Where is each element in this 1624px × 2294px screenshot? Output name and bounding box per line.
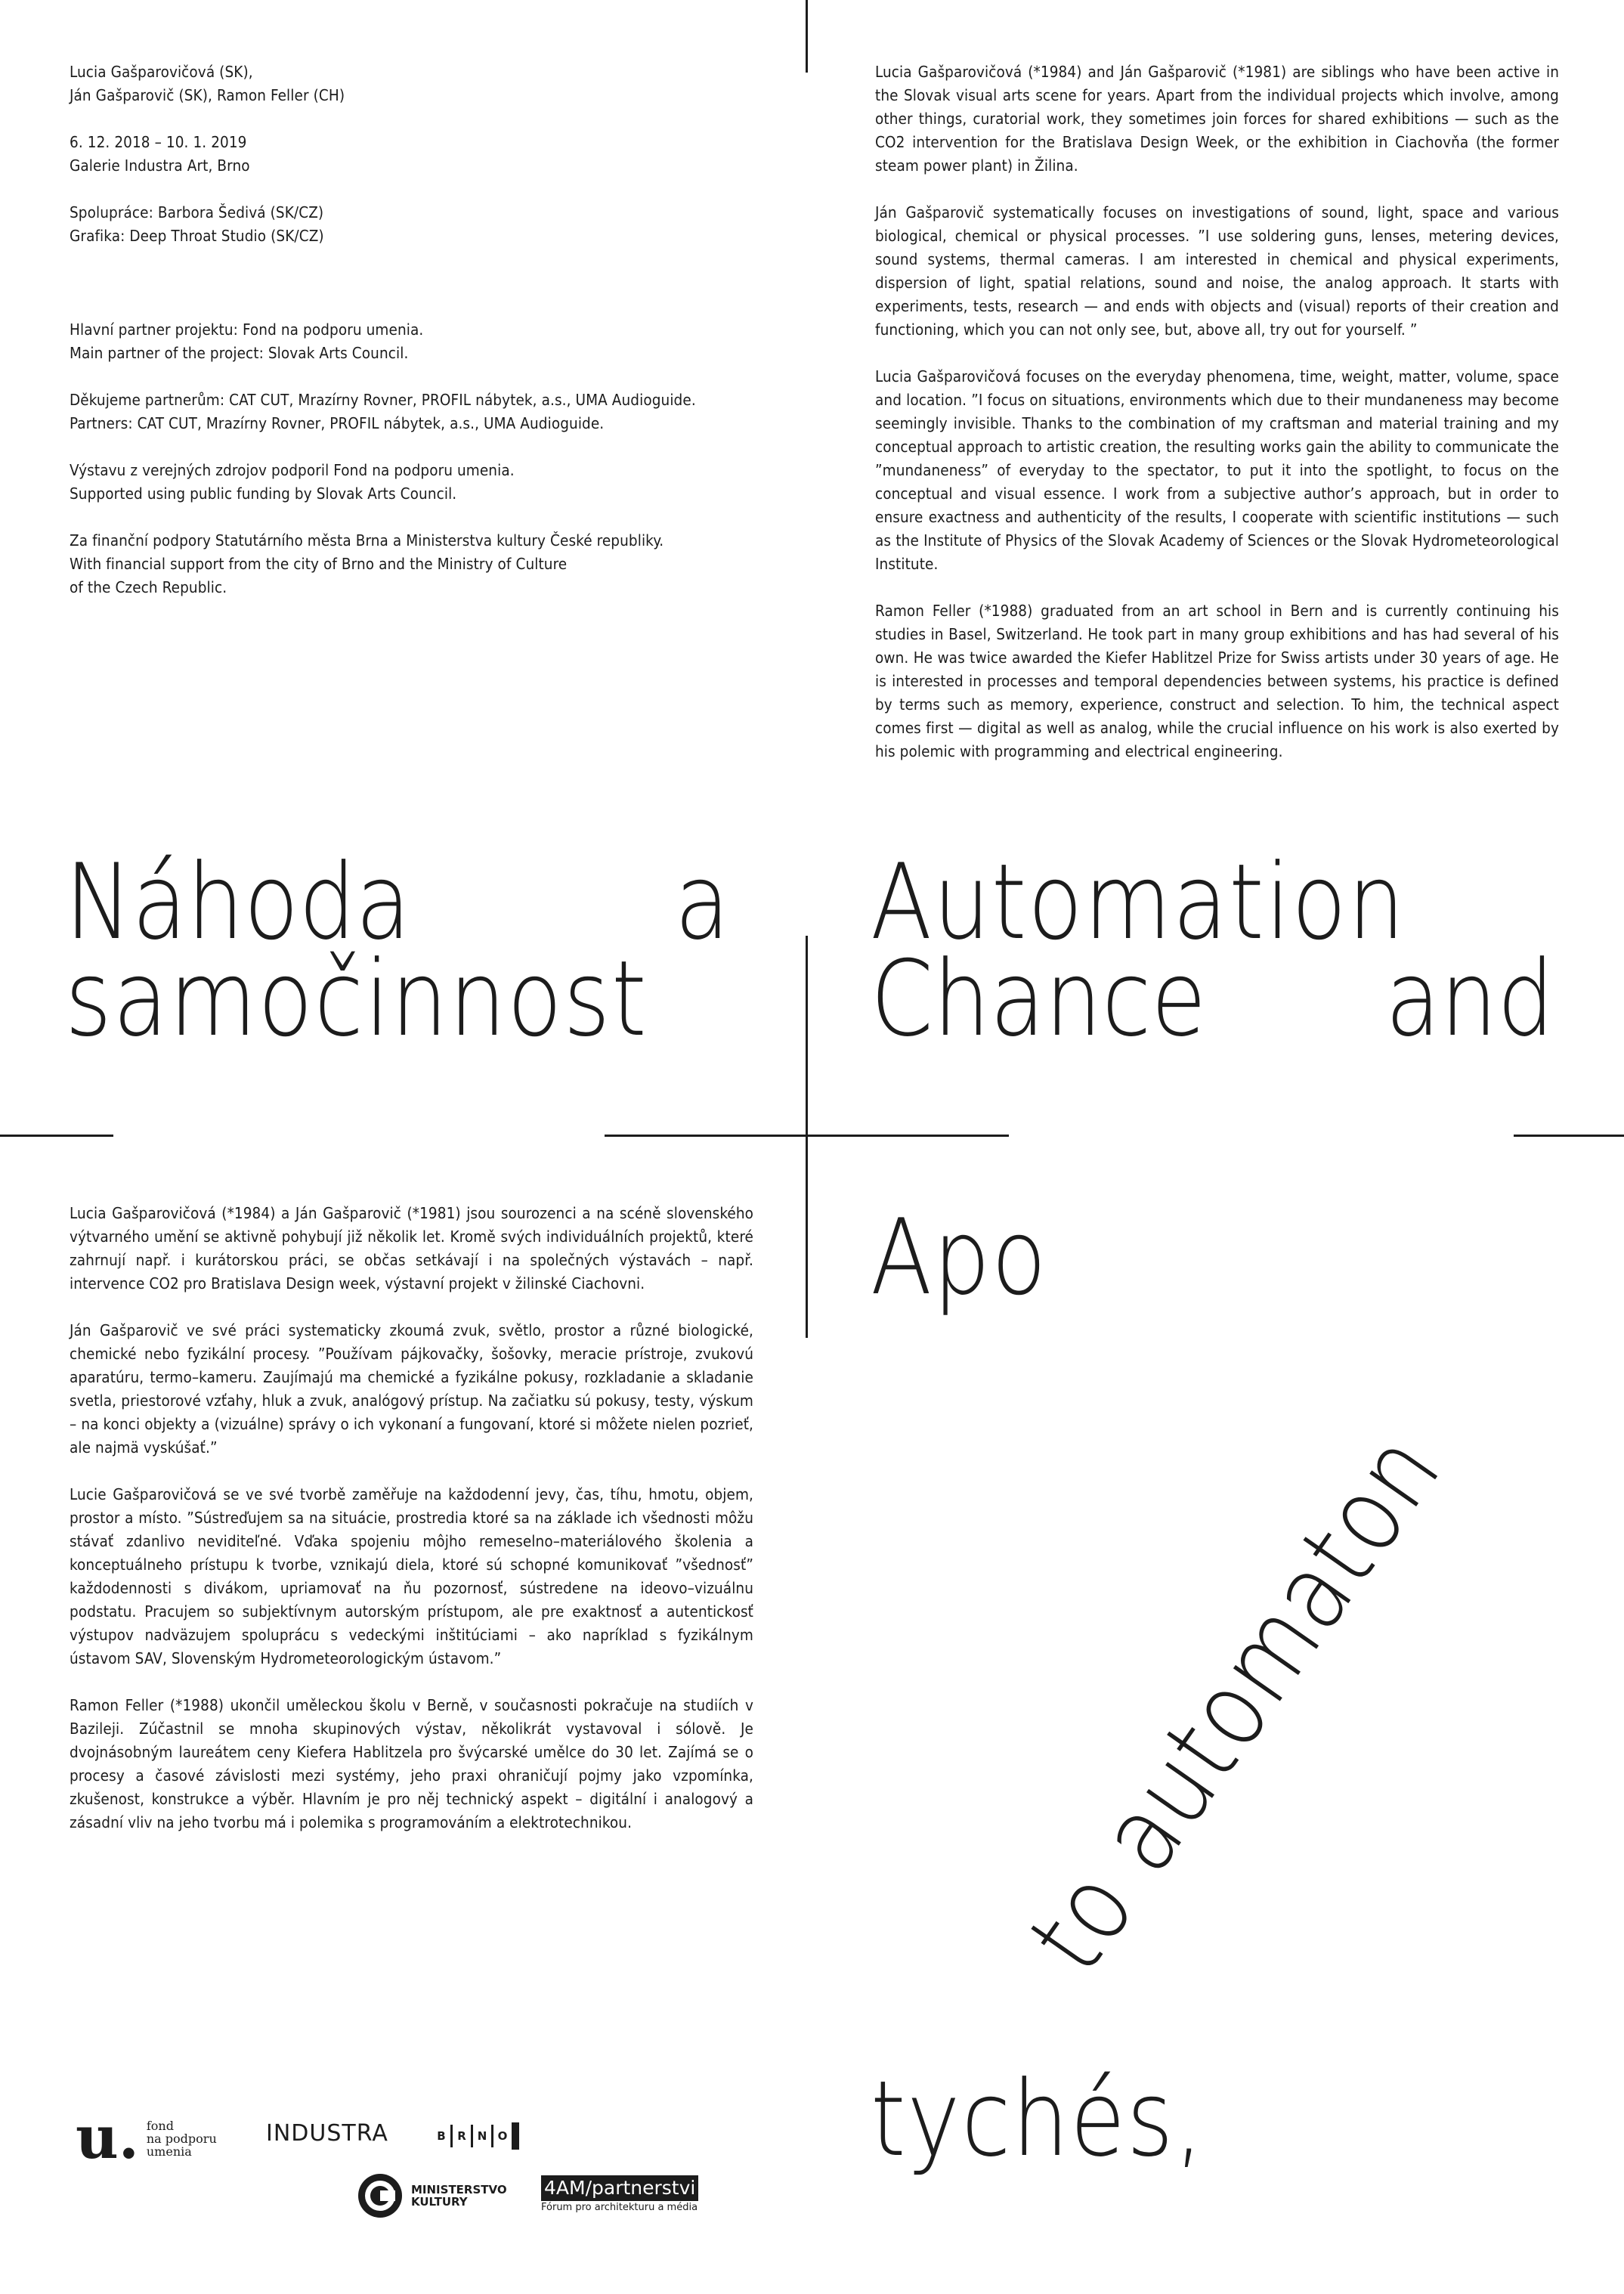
credits-brno-en-2: of the Czech Republic.	[70, 578, 227, 596]
english-paragraph-4: Ramon Feller (*1988) graduated from an art school in Bern and is currently continuing his studies in Basel, Switzerland. He took part in many group exhibitions and has had several of his own. He was twice awarded the Kiefer Hablitzel Prize for Swiss artists under 30 years of age. He is interested in processes and temporal dependencies between systems, his practice is defined by terms such as memory, experience, construct and selection. To him, the technical aspect comes first — digital as well as analog, while the crucial influence on his work is also exerted by his polemic with programming and electrical engineering.	[875, 602, 1559, 760]
right-horizontal-rule	[1514, 1135, 1624, 1137]
brno-letter-n: N	[477, 2129, 487, 2143]
english-title-word-and: and	[1385, 938, 1554, 1060]
brno-letter-r: R	[457, 2129, 466, 2143]
ministry-text-1: MINISTERSTVO	[411, 2183, 507, 2196]
czech-paragraph-4: Ramon Feller (*1988) ukončil uměleckou školu v Berně, v současnosti pokračuje na studiích v Bazileji. Zúčastnil se mnoha skupinových výstav, několikrát vystavoval i sólově. Je dvojnásobným laureátem ceny Kiefera Hablitzela pro švýcarské umělce do 30 let. Zajímá se o procesy a časové závislosti mezi systémy, jeho praxi ohraničují pojmy jako vzpomínka, zkušenost, konstrukce a výběr. Hlavním je pro něj technický aspekt – digitální i analogový a zásadní vliv na jeho tvorbu má i polemika s programováním a elektrotechnikou.	[70, 1696, 753, 1831]
credits-dates: 6. 12. 2018 – 10. 1. 2019	[70, 133, 247, 151]
english-paragraph-2: Ján Gašparovič systematically focuses on investigations of sound, light, space and various biological, chemical or physical processes. ”I use soldering guns, lenses, metering devices, sound systems, thermal cameras. I am interested in chemical and physical experiments, dispersion of light, spatial relations, sound and noise, the analog approach. It starts with experiments, tests, research — and ends with objects and (visual) reports of their creation and functioning, which you can not only see, but, above all, try out for yourself. ”	[875, 203, 1559, 339]
center-vertical-rule	[806, 936, 808, 1338]
czech-title-word-nahoda: Náhoda	[65, 841, 411, 963]
credits-cooperation: Spolupráce: Barbora Šedivá (SK/CZ)	[70, 203, 324, 221]
czech-paragraph-3: Lucie Gašparovičová se ve své tvorbě zaměřuje na každodenní jevy, čas, tíhu, hmotu, objem, prostor a místo. ”Sústreďujem sa na situácie, prostredia ktoré sa na základe ich všednosti môžu stávať zdanlivo neviditeľné. Vďaka spojeniu môjho remeselno–materiálového školenia a konceptuálneho prístupu k tvorbe, vznikajú diela, ktoré sú schopné komunikovať ”všednosť” každodennosti s divákom, upriamovať na ňu pozornosť, sústredene na ideovo–vizuálnu podstatu. Pracujem so subjektívnym autorským prístupom, ale pre exaktnosť a autentickosť výstupov nadväzujem spoluprácu s vedeckými inštitúciami – ako napríklad s fyzikálnym ústavom SAV, Slovenským Hydrometeorologickým ústavom.”	[70, 1485, 753, 1667]
greek-title-apo: Apo	[871, 1197, 1048, 1318]
logo-fond-na-podporu-umenia	[76, 2104, 217, 2172]
english-paragraph-3: Lucia Gašparovičová focuses on the everyday phenomena, time, weight, matter, volume, space and location. ”I focus on situations, environments which due to their mundaneness may become seemingly invisible. Thanks to the combination of my craftsman and material training and my conceptual approach to artistic creation, the resulting works gain the ability to communicate the ”mundaneness” of everyday to the spectator, to put it into the spotlight, to focus on the conceptual and visual essence. I work from a subjective author’s approach, but in order to ensure exactness and authenticity of the results, I cooperate with scientific institutions — such as the Institute of Physics of the Slovak Academy of Sciences or the Slovak Hydrometeorological Institute.	[875, 367, 1559, 573]
credits-support-en: Supported using public funding by Slovak Arts Council.	[70, 484, 457, 503]
left-horizontal-rule	[0, 1135, 113, 1137]
greek-title-to-automaton: to automaton	[1006, 1411, 1465, 1994]
credits-artists-line-1: Lucia Gašparovičová (SK),	[70, 63, 253, 81]
fpu-logo-text-2: na podporu	[146, 2131, 217, 2146]
logo-ministry-of-culture	[357, 2172, 507, 2219]
credits-brno-en-1: With financial support from the city of Brno and the Ministry of Culture	[70, 555, 568, 573]
greek-title-tyches: tychés,	[871, 2058, 1205, 2180]
top-vertical-rule	[806, 0, 808, 73]
fpu-logo-mark: u.	[76, 2104, 139, 2172]
credits-support-sk: Výstavu z verejných zdrojov podporil Fond na podporu umenia.	[70, 461, 515, 479]
czech-title	[65, 841, 730, 1060]
czech-title-word-a: a	[675, 841, 730, 963]
english-paragraph-1: Lucia Gašparovičová (*1984) and Ján Gašparovič (*1981) are siblings who have been active in the Slovak visual arts scene for years. Apart from the individual projects which involve, among other things, curatorial work, they sometimes join forces for shared exhibitions — such as the CO2 intervention for the Bratislava Design Week, or the exhibition in Ciachovňa (the former steam power plant) in Žilina.	[875, 63, 1559, 175]
logo-brno	[432, 2122, 519, 2150]
english-title	[871, 841, 1554, 1060]
credits-venue: Galerie Industra Art, Brno	[70, 156, 250, 175]
czech-paragraph-1: Lucia Gašparovičová (*1984) a Ján Gašparovič (*1981) jsou sourozenci a na scéně slovenského výtvarného umění se aktivně pohybují již několik let. Kromě svých individuálních projektů, které zahrnují např. i kurátorskou práci, se občas setkávají i na společných výstavách – např. intervence CO2 pro Bratislava Design week, výstavní projekt v žilinské Ciachovni.	[70, 1204, 753, 1293]
czech-text-block	[70, 1202, 753, 1858]
english-title-automation: Automation	[871, 841, 1406, 963]
logo-4am	[541, 2175, 698, 2215]
brno-letter-b: B	[437, 2129, 446, 2143]
credits-thanks-en: Partners: CAT CUT, Mrazírny Rovner, PROFIL nábytek, a.s., UMA Audioguide.	[70, 414, 605, 432]
czech-title-line-2: samočinnost	[65, 938, 648, 1060]
credits-brno-cz: Za finanční podpory Statutárního města Brna a Ministerstva kultury České republiky.	[70, 531, 664, 550]
center-horizontal-rule	[605, 1135, 1009, 1137]
fpu-logo-text-3: umenia	[146, 2144, 192, 2159]
4am-logo-subtext: Fórum pro architekturu a média	[541, 2202, 698, 2213]
brno-bar	[512, 2122, 519, 2150]
czech-paragraph-2: Ján Gašparovič ve své práci systematicky zkoumá zvuk, světlo, prostor a různé biologické, chemické nebo fyzikální procesy. ”Používam pájkovačky, šošovky, meracie prístroje, zvukovú aparatúru, termo–kameru. Zaujímajú ma chemické a fyzikálne pokusy, rozkladanie a skladanie svetla, priestorové vzťahy, hluk a zvuk, analógový prístup. Na začiatku sú pokusy, testy, výskum – na konci objekty a (vizuálne) správy o ich vykonaní a fungovaní, ktoré si môžete nielen pozrieť, ale najmä vyskúšať.”	[70, 1321, 753, 1457]
ministry-emblem-icon	[357, 2172, 404, 2219]
logo-industra: INDUSTRA	[266, 2120, 388, 2147]
ministry-text-2: KULTURY	[411, 2195, 468, 2209]
credits-artists-line-2: Ján Gašparovič (SK), Ramon Feller (CH)	[70, 86, 345, 104]
credits-block	[70, 60, 765, 623]
credits-graphics: Grafika: Deep Throat Studio (SK/CZ)	[70, 227, 324, 245]
brno-letter-o: O	[497, 2129, 508, 2143]
credits-partner-sk: Hlavní partner projektu: Fond na podporu umenia.	[70, 320, 424, 339]
fpu-logo-text-1: fond	[146, 2118, 174, 2133]
english-title-word-chance: Chance	[871, 938, 1207, 1060]
english-text-block	[875, 60, 1559, 787]
credits-thanks-cz: Děkujeme partnerům: CAT CUT, Mrazírny Rovner, PROFIL nábytek, a.s., UMA Audioguide.	[70, 391, 696, 409]
4am-logo-text: 4AM/partnerstvi	[541, 2175, 698, 2201]
credits-partner-en: Main partner of the project: Slovak Arts Council.	[70, 344, 409, 362]
